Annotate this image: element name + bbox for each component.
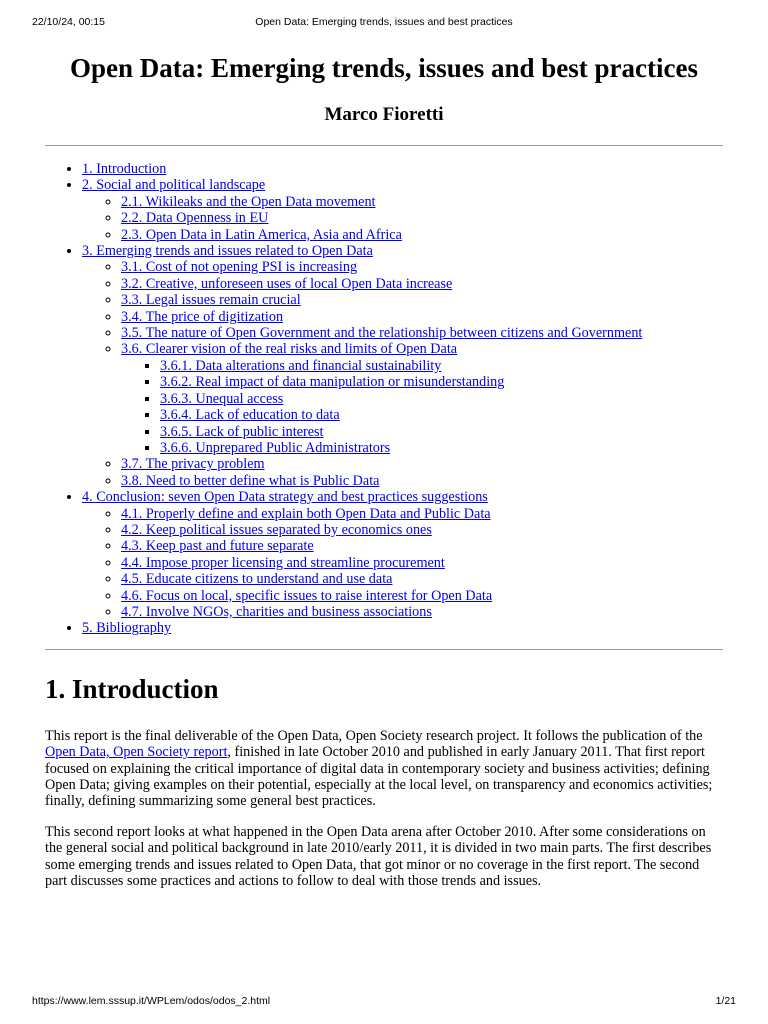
toc-link[interactable]: 3.3. Legal issues remain crucial bbox=[121, 292, 301, 309]
toc-link[interactable]: 3.7. The privacy problem bbox=[121, 456, 265, 473]
intro-paragraph-2: This second report looks at what happened in the Open Data arena after October 2010. After some considerations on the general social and political background in late 2010/early 2011, it is divided in two main parts. The first describes some emerging trends and issues related to Open Data, that got minor or no coverage in the first report. The second part discusses some practices and actions to follow to deal with those trends and issues. bbox=[45, 823, 712, 890]
divider-top bbox=[45, 145, 723, 146]
toc-item bbox=[82, 243, 723, 489]
toc-link[interactable]: 5. Bibliography bbox=[82, 620, 172, 637]
open-data-open-society-report-link[interactable]: Open Data, Open Society report bbox=[45, 744, 228, 761]
print-footer bbox=[32, 995, 736, 1009]
toc-item bbox=[121, 309, 723, 325]
print-url: https://www.lem.sssup.it/WPLem/odos/odos_2.html bbox=[32, 995, 271, 1007]
toc-link[interactable]: 3.6.3. Unequal access bbox=[160, 390, 284, 407]
toc-item bbox=[160, 424, 723, 440]
section-heading-introduction: 1. Introduction bbox=[45, 673, 219, 704]
intro-paragraph-1 bbox=[45, 728, 723, 810]
toc-link[interactable]: 4.4. Impose proper licensing and streamline procurement bbox=[121, 554, 445, 571]
toc-link[interactable]: 3.6.4. Lack of education to data bbox=[160, 407, 340, 424]
toc-sublist bbox=[82, 506, 723, 621]
toc-link[interactable]: 3.5. The nature of Open Government and the relationship between citizens and Government bbox=[121, 325, 643, 342]
divider-bottom bbox=[45, 649, 723, 650]
toc-item bbox=[82, 620, 723, 636]
print-header bbox=[32, 16, 736, 30]
toc-link[interactable]: 3. Emerging trends and issues related to Open Data bbox=[82, 243, 373, 260]
intro-p1-text-after: , finished in late October 2010 and published in early January 2011. That first report focused on explaining the critical importance of digital data in contemporary society and business activities; defining Open Data; giving examples on their potential, especially at the local level, on transparency and economics activities; finally, defining summarizing some general best practices. bbox=[45, 744, 713, 810]
toc-item bbox=[121, 506, 723, 522]
toc-link[interactable]: 4.1. Properly define and explain both Open Data and Public Data bbox=[121, 505, 491, 522]
toc-link[interactable]: 3.6.2. Real impact of data manipulation or misunderstanding bbox=[160, 374, 505, 391]
toc-item bbox=[121, 227, 723, 243]
toc-item bbox=[121, 210, 723, 226]
toc-link[interactable]: 2.3. Open Data in Latin America, Asia and Africa bbox=[121, 226, 402, 243]
toc-item bbox=[160, 391, 723, 407]
toc-link[interactable]: 3.6.5. Lack of public interest bbox=[160, 423, 324, 440]
toc-item bbox=[121, 292, 723, 308]
toc-item bbox=[121, 538, 723, 554]
toc-link[interactable]: 3.6.1. Data alterations and financial sustainability bbox=[160, 357, 442, 374]
toc-item bbox=[82, 489, 723, 620]
toc-item bbox=[121, 555, 723, 571]
toc-item bbox=[121, 276, 723, 292]
document-author: Marco Fioretti bbox=[324, 104, 444, 125]
toc-link[interactable]: 2.2. Data Openness in EU bbox=[121, 210, 269, 227]
toc-link[interactable]: 3.2. Creative, unforeseen uses of local Open Data increase bbox=[121, 275, 453, 292]
toc-item bbox=[121, 456, 723, 472]
print-page-title: Open Data: Emerging trends, issues and best practices bbox=[255, 16, 513, 28]
document-body bbox=[45, 52, 723, 889]
toc-link[interactable]: 2.1. Wikileaks and the Open Data movement bbox=[121, 193, 376, 210]
toc-link[interactable]: 4.2. Keep political issues separated by economics ones bbox=[121, 521, 432, 538]
toc-item bbox=[121, 473, 723, 489]
toc-item bbox=[121, 194, 723, 210]
toc-item bbox=[121, 588, 723, 604]
print-timestamp: 22/10/24, 00:15 bbox=[32, 16, 105, 28]
toc-link[interactable]: 1. Introduction bbox=[82, 161, 167, 177]
toc-link[interactable]: 4. Conclusion: seven Open Data strategy and best practices suggestions bbox=[82, 489, 488, 506]
toc-link[interactable]: 2. Social and political landscape bbox=[82, 177, 266, 194]
print-page-number: 1/21 bbox=[715, 995, 736, 1007]
toc-item bbox=[82, 177, 723, 243]
toc-sublist bbox=[121, 358, 723, 456]
toc-link[interactable]: 3.1. Cost of not opening PSI is increasing bbox=[121, 259, 358, 276]
toc-item bbox=[160, 440, 723, 456]
toc-sublist bbox=[82, 194, 723, 243]
toc-link[interactable]: 4.3. Keep past and future separate bbox=[121, 538, 314, 555]
toc-item bbox=[121, 259, 723, 275]
toc-link[interactable]: 3.4. The price of digitization bbox=[121, 308, 284, 325]
toc-item bbox=[121, 341, 723, 456]
toc-item bbox=[160, 407, 723, 423]
document-title: Open Data: Emerging trends, issues and best practices bbox=[69, 53, 698, 83]
toc-link[interactable]: 3.6.6. Unprepared Public Administrators bbox=[160, 439, 391, 456]
toc-item bbox=[121, 522, 723, 538]
table-of-contents bbox=[45, 161, 723, 637]
toc-link[interactable]: 4.6. Focus on local, specific issues to raise interest for Open Data bbox=[121, 587, 493, 604]
toc-sublist bbox=[82, 259, 723, 489]
toc-link[interactable]: 4.7. Involve NGOs, charities and business associations bbox=[121, 603, 432, 620]
toc-item bbox=[121, 571, 723, 587]
toc-link[interactable]: 3.8. Need to better define what is Public Data bbox=[121, 472, 380, 489]
toc-item bbox=[121, 604, 723, 620]
toc-item bbox=[160, 374, 723, 390]
toc-link[interactable]: 4.5. Educate citizens to understand and use data bbox=[121, 571, 393, 588]
toc-link[interactable]: 3.6. Clearer vision of the real risks and limits of Open Data bbox=[121, 341, 458, 358]
toc-item bbox=[160, 358, 723, 374]
intro-p1-text-before: This report is the final deliverable of the Open Data, Open Society research project. It follows the publication of the bbox=[45, 727, 703, 744]
toc-item bbox=[82, 161, 723, 177]
toc-item bbox=[121, 325, 723, 341]
